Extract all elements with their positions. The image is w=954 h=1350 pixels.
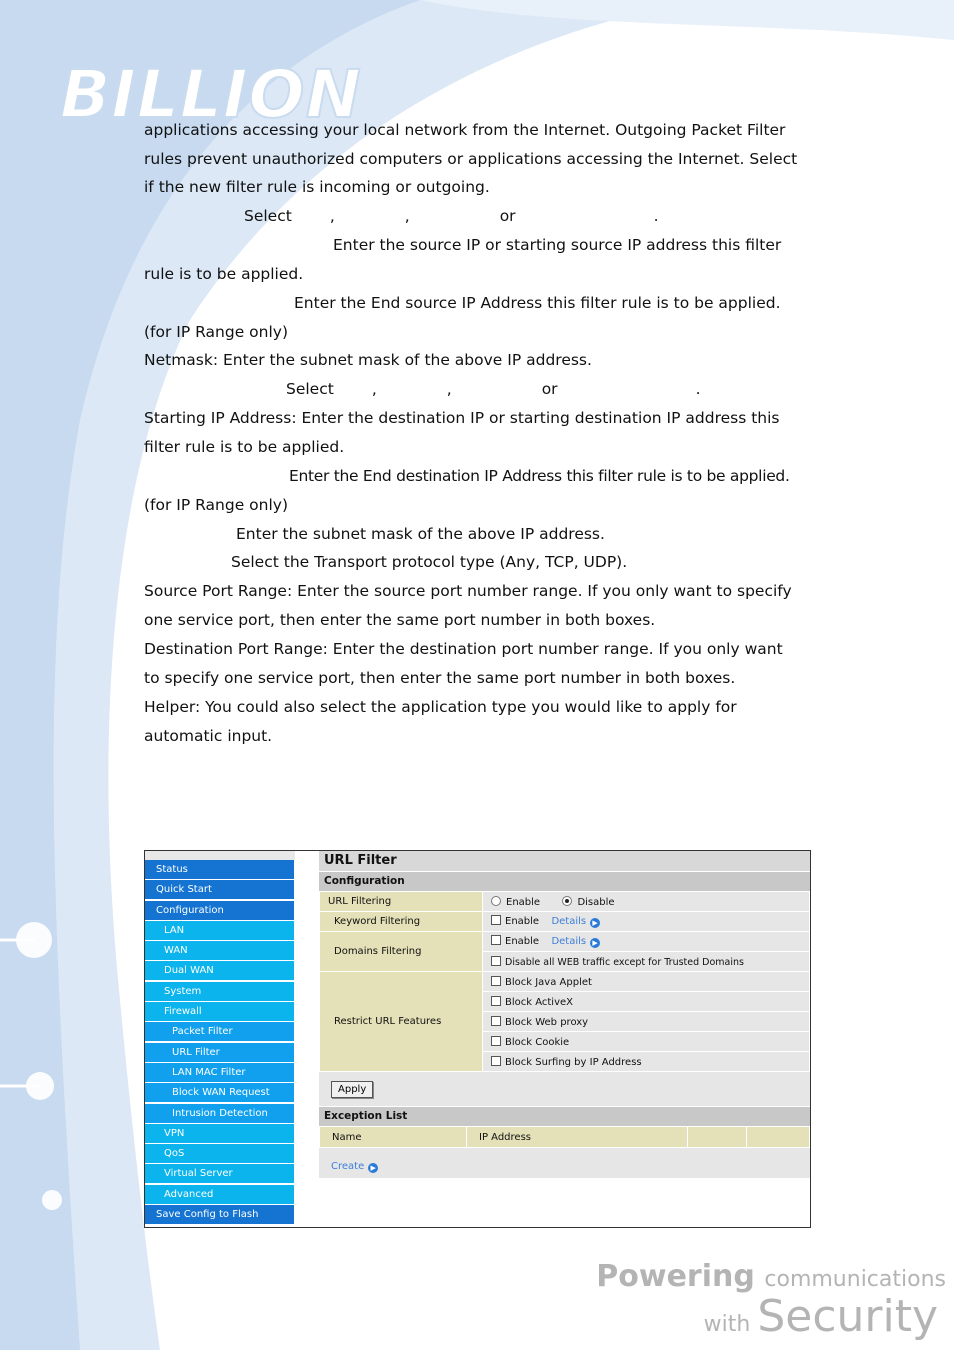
restrict-option xyxy=(483,1052,810,1072)
restrict-option-label: Block Surfing by IP Address xyxy=(505,1056,642,1068)
domains-enable-label: Enable xyxy=(505,936,540,947)
create-row xyxy=(319,1148,810,1178)
body-line: Enter the End destination IP Address this filter rule is to be applied. xyxy=(289,467,790,485)
block-java-applet-checkbox[interactable] xyxy=(491,976,501,986)
disable-all-option xyxy=(483,952,810,972)
url-filtering-label: URL Filtering xyxy=(320,892,483,912)
col-empty-header xyxy=(688,1127,747,1148)
nav-item-lan[interactable]: LAN xyxy=(145,921,295,940)
block-activex-checkbox[interactable] xyxy=(491,996,501,1006)
nav-item-wan[interactable]: WAN xyxy=(145,941,295,960)
restrict-url-features-label: Restrict URL Features xyxy=(320,972,483,1072)
body-line: Select the Transport protocol type (Any, TCP, UDP). xyxy=(231,553,628,571)
body-line: Helper: You could also select the application type you would like to apply for xyxy=(144,698,737,716)
body-line: filter rule is to be applied. xyxy=(144,438,345,456)
url-filter-screenshot xyxy=(144,850,811,1228)
nav-top-spacer xyxy=(145,851,295,860)
apply-row xyxy=(319,1072,810,1106)
or-text: or xyxy=(499,207,516,225)
keyword-filtering-label: Keyword Filtering xyxy=(320,912,483,932)
domains-filtering-options xyxy=(483,932,810,952)
restrict-option-label: Block ActiveX xyxy=(505,996,574,1008)
domains-details-link[interactable]: Details xyxy=(551,936,587,947)
enable-radio[interactable] xyxy=(491,896,501,906)
disable-label: Disable xyxy=(577,896,615,908)
slogan-security: Security xyxy=(757,1291,938,1342)
body-line: Enter the subnet mask of the above IP address. xyxy=(236,525,605,543)
arrow-right-icon[interactable]: ▶ xyxy=(590,938,600,948)
body-line: Source Port Range: Enter the source port number range. If you only want to specify xyxy=(144,582,792,600)
enable-label: Enable xyxy=(506,896,541,908)
nav-item-system[interactable]: System xyxy=(145,982,295,1001)
nav-item-virtual-server[interactable]: Virtual Server xyxy=(145,1164,295,1183)
nav-item-intrusion-detection[interactable]: Intrusion Detection xyxy=(145,1104,295,1123)
col-empty-header xyxy=(747,1127,810,1148)
restrict-option-label: Block Java Applet xyxy=(505,976,592,988)
config-table xyxy=(319,891,810,1072)
nav-item-save-config[interactable]: Save Config to Flash xyxy=(145,1205,295,1224)
section-configuration: Configuration xyxy=(319,871,810,891)
nav-item-lan-mac-filter[interactable]: LAN MAC Filter xyxy=(145,1063,295,1082)
section-exception-list: Exception List xyxy=(319,1106,810,1126)
url-filtering-options xyxy=(483,892,810,912)
slogan-communications: communications xyxy=(764,1267,946,1292)
nav-item-qos[interactable]: QoS xyxy=(145,1144,295,1163)
body-line: rules prevent unauthorized computers or applications accessing the Internet. Select xyxy=(144,150,798,168)
block-cookie-checkbox[interactable] xyxy=(491,1036,501,1046)
slogan-line-2 xyxy=(596,1291,938,1345)
body-line: to specify one service port, then enter the same port number in both boxes. xyxy=(144,669,736,687)
billion-logo xyxy=(60,56,362,133)
slogan-powering: Powering xyxy=(596,1259,755,1294)
apply-button[interactable]: Apply xyxy=(331,1081,373,1098)
restrict-option xyxy=(483,972,810,992)
body-line: one service port, then enter the same port number in both boxes. xyxy=(144,611,656,629)
domains-filtering-label: Domains Filtering xyxy=(320,932,483,972)
comma: , xyxy=(329,207,335,225)
body-line: (for IP Range only) xyxy=(144,496,289,514)
comma: , xyxy=(404,207,410,225)
restrict-option-label: Block Web proxy xyxy=(505,1016,589,1028)
nav-item-vpn[interactable]: VPN xyxy=(145,1124,295,1143)
keyword-filtering-options xyxy=(483,912,810,932)
comma: , xyxy=(446,380,452,398)
nav-item-url-filter[interactable]: URL Filter xyxy=(145,1043,295,1062)
period: . xyxy=(653,207,659,225)
nav-item-quick-start[interactable]: Quick Start xyxy=(145,880,295,899)
keyword-enable-label: Enable xyxy=(505,916,540,927)
nav-item-dual-wan[interactable]: Dual WAN xyxy=(145,961,295,980)
disable-all-checkbox[interactable] xyxy=(491,956,501,966)
restrict-option xyxy=(483,1012,810,1032)
or-text: or xyxy=(541,380,558,398)
disable-radio[interactable] xyxy=(562,896,572,906)
col-name-header: Name xyxy=(320,1127,467,1148)
nav-item-advanced[interactable]: Advanced xyxy=(145,1185,295,1204)
url-filter-panel xyxy=(319,851,810,1178)
body-line: Enter the End source IP Address this filter rule is to be applied. xyxy=(294,294,781,312)
block-web-proxy-checkbox[interactable] xyxy=(491,1016,501,1026)
body-line: if the new filter rule is incoming or outgoing. xyxy=(144,178,490,196)
body-line: applications accessing your local network from the Internet. Outgoing Packet Filter xyxy=(144,121,786,139)
body-line: Destination Port Range: Enter the destination port number range. If you only want xyxy=(144,640,783,658)
select-text: Select xyxy=(244,207,292,225)
restrict-option xyxy=(483,1032,810,1052)
period: . xyxy=(695,380,701,398)
side-nav xyxy=(145,851,295,1225)
nav-item-firewall[interactable]: Firewall xyxy=(145,1002,295,1021)
body-line: Starting IP Address: Enter the destination IP or starting destination IP address this xyxy=(144,409,780,427)
body-line: (for IP Range only) xyxy=(144,323,289,341)
exception-table xyxy=(319,1126,810,1148)
logo-text: BILLION xyxy=(60,56,362,133)
arrow-right-icon[interactable]: ▶ xyxy=(590,918,600,928)
body-line: automatic input. xyxy=(144,727,273,745)
body-line-destination-select xyxy=(144,379,701,399)
nav-item-block-wan-request[interactable]: Block WAN Request xyxy=(145,1083,295,1102)
domains-enable-checkbox[interactable] xyxy=(491,935,501,945)
create-link[interactable]: Create xyxy=(331,1161,365,1172)
body-line: rule is to be applied. xyxy=(144,265,304,283)
nav-item-configuration[interactable]: Configuration xyxy=(145,901,295,920)
restrict-option-label: Block Cookie xyxy=(505,1036,570,1048)
keyword-details-link[interactable]: Details xyxy=(551,916,587,927)
slogan-with: with xyxy=(703,1312,751,1337)
table-header-row xyxy=(320,1127,810,1148)
body-line: Enter the source IP or starting source IP address this filter xyxy=(333,236,782,254)
panel-title: URL Filter xyxy=(319,851,810,871)
restrict-option xyxy=(483,992,810,1012)
block-surfing-by-ip-checkbox[interactable] xyxy=(491,1056,501,1066)
comma: , xyxy=(371,380,377,398)
nav-item-packet-filter[interactable]: Packet Filter xyxy=(145,1022,295,1041)
disable-all-label: Disable all WEB traffic except for Trusted Domains xyxy=(505,956,744,968)
keyword-enable-checkbox[interactable] xyxy=(491,915,501,925)
arrow-right-icon[interactable]: ▶ xyxy=(368,1163,378,1173)
select-text: Select xyxy=(286,380,334,398)
body-line: Netmask: Enter the subnet mask of the above IP address. xyxy=(144,351,592,369)
brand-slogan xyxy=(596,1260,946,1345)
body-line-source-select xyxy=(144,206,659,226)
col-ip-header: IP Address xyxy=(467,1127,688,1148)
nav-item-status[interactable]: Status xyxy=(145,860,295,879)
